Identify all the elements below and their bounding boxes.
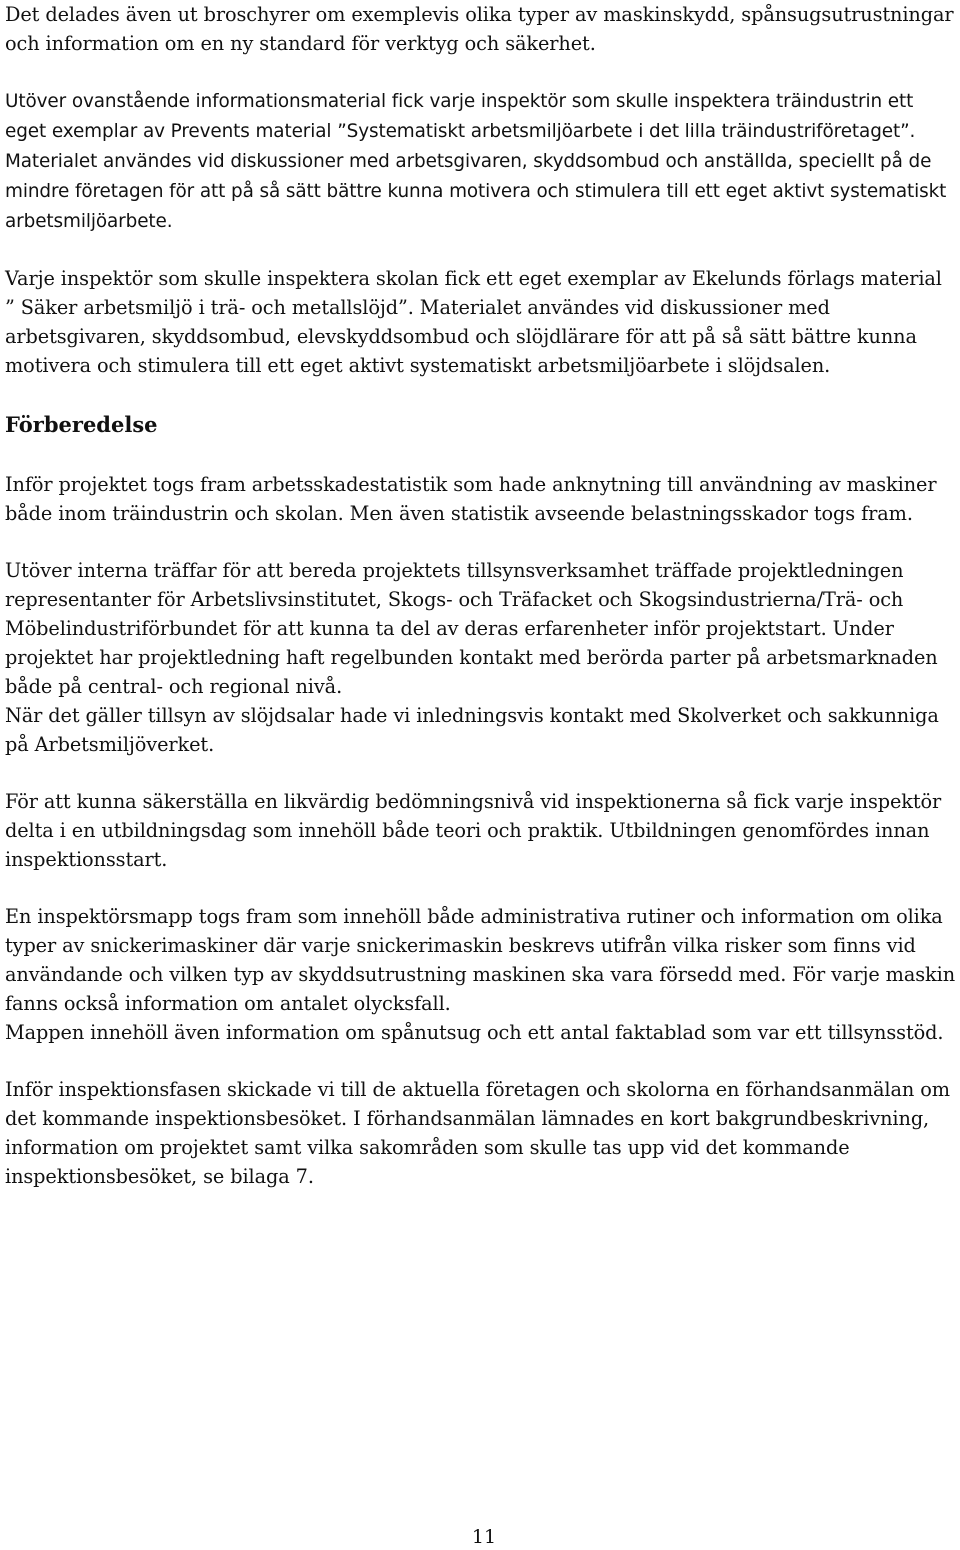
prevent-material-sentence: Utöver ovanstående informationsmaterial fick varje inspektör som skulle inspektera träindustrin ett eget exemplar av Prevents material ”Systematiskt arbetsmiljöarbete i det lilla träindustriföretaget”. xyxy=(5,91,916,142)
paragraph-statistics: Inför projektet togs fram arbetsskadestatistik som hade anknytning till användning av maskiner både inom träindustrin och skolan. Men även statistik avseende belastningsskador togs fram. xyxy=(5,473,937,525)
paragraph-folder-extra: Mappen innehöll även information om spånutsug och ett antal faktablad som var ett tillsynsstöd. xyxy=(5,1021,944,1044)
paragraph-inspector-folder: En inspektörsmapp togs fram som innehöll både administrativa rutiner och information om olika typer av snickerimaskiner där varje snickerimaskin beskrevs utifrån vilka risker som finns vid användande och vilken typ av skyddsutrustning maskinen ska vara försedd med. För varje maskin fanns också information om antalet olycksfall. xyxy=(5,905,956,1015)
paragraph-ekelunds-material: Varje inspektör som skulle inspektera skolan fick ett eget exemplar av Ekelunds förlags material ” Säker arbetsmiljö i trä- och metallslöjd”. Materialet användes vid diskussioner med arbetsgivaren, skyddsombud, elevskyddsombud och slöjdlärare för att på så sätt bättre kunna motivera och stimulera till ett eget aktivt systematiskt arbetsmiljöarbete i slöjdsalen. xyxy=(5,267,942,377)
prevent-material-usage: Materialet användes vid diskussioner med arbetsgivaren, skyddsombud och anställda, speciellt på de mindre företagen för att på så sätt bättre kunna motivera och stimulera till ett eget aktivt systematiskt arbetsmiljöarbete. xyxy=(5,151,947,232)
paragraph-meetings: Utöver interna träffar för att bereda projektets tillsynsverksamhet träffade projektledningen representanter för Arbetslivsinstitutet, Skogs- och Träfacket och Skogsindustrierna/Trä- och Möbelindustriförbundet för att kunna ta del av deras erfarenheter inför projektstart. Under projektet har projektledning haft regelbunden kontakt med berörda parter på arbetsmarknaden både på central- och regional nivå. xyxy=(5,559,938,698)
section-heading-forberedelse: Förberedelse xyxy=(5,412,158,437)
page-number: 11 xyxy=(471,1526,497,1548)
paragraph-training: För att kunna säkerställa en likvärdig bedömningsnivå vid inspektionerna så fick varje inspektör delta i en utbildningsdag som innehöll både teori och praktik. Utbildningen genomfördes innan inspektionsstart. xyxy=(5,790,942,871)
paragraph-pre-notification: Inför inspektionsfasen skickade vi till de aktuella företagen och skolorna en förhandsanmälan om det kommande inspektionsbesöket. I förhandsanmälan lämnades en kort bakgrundbeskrivning, information om projektet samt vilka sakområden som skulle tas upp vid det kommande inspektionsbesöket, se bilaga 7. xyxy=(5,1078,950,1188)
page-content xyxy=(5,0,957,1191)
paragraph-prevent-material xyxy=(5,86,957,236)
paragraph-brochures: Det delades även ut broschyrer om exemplevis olika typer av maskinskydd, spånsugsutrustningar och information om en ny standard för verktyg och säkerhet. xyxy=(5,3,954,55)
paragraph-school-supervision: När det gäller tillsyn av slöjdsalar hade vi inledningsvis kontakt med Skolverket och sakkunniga på Arbetsmiljöverket. xyxy=(5,704,939,756)
